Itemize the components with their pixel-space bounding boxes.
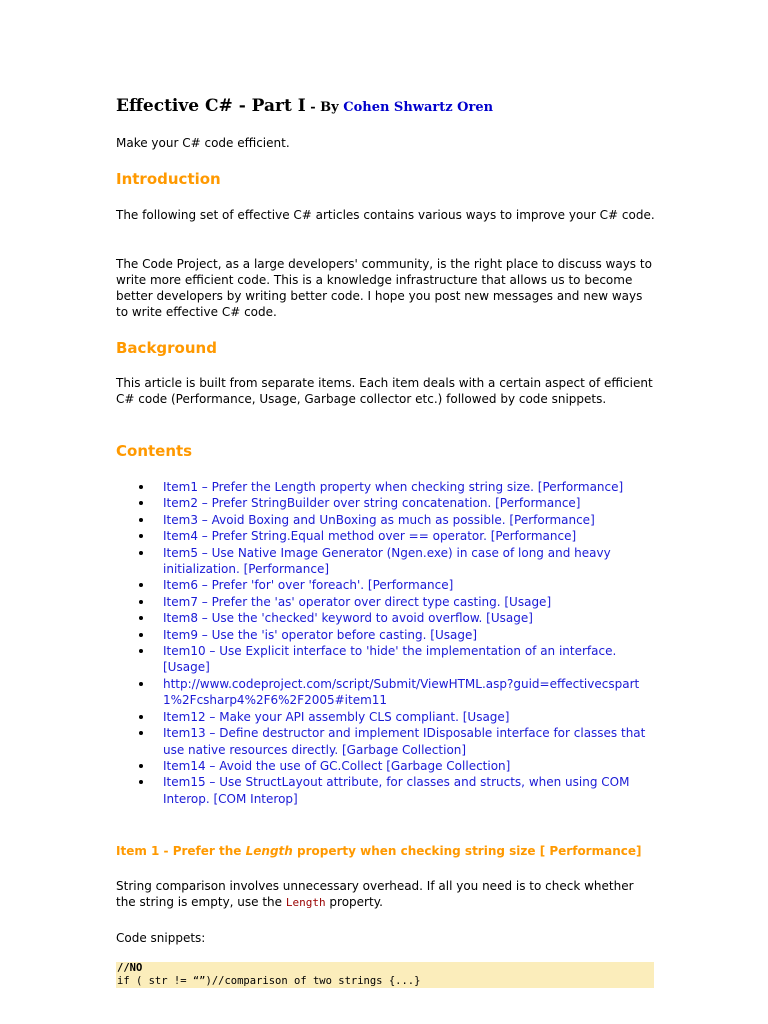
contents-list xyxy=(116,479,656,807)
background-heading: Background xyxy=(116,339,217,357)
contents-item-link[interactable]: Item7 – Prefer the 'as' operator over direct type casting. [Usage] xyxy=(116,594,656,610)
title-by: - By xyxy=(305,100,344,115)
contents-item-link[interactable]: Item10 – Use Explicit interface to 'hide' the implementation of an interface. [Usage] xyxy=(116,643,656,676)
contents-item-link[interactable]: Item4 – Prefer String.Equal method over == operator. [Performance] xyxy=(116,528,656,544)
title-main: Effective C# - Part I xyxy=(116,96,306,116)
bullet-icon xyxy=(139,534,143,538)
contents-item-link[interactable]: Item9 – Use the 'is' operator before casting. [Usage] xyxy=(116,627,656,643)
introduction-paragraph-1: The following set of effective C# articles contains various ways to improve your C# code. xyxy=(116,208,655,222)
contents-item-link[interactable]: Item12 – Make your API assembly CLS compliant. [Usage] xyxy=(116,709,656,725)
subtitle: Make your C# code efficient. xyxy=(116,136,290,150)
bullet-icon xyxy=(139,764,143,768)
introduction-heading: Introduction xyxy=(116,170,221,188)
bullet-icon xyxy=(139,616,143,620)
bullet-icon xyxy=(139,780,143,784)
code-line: //NO xyxy=(117,962,143,974)
bullet-icon xyxy=(139,600,143,604)
bullet-icon xyxy=(139,731,143,735)
bullet-icon xyxy=(139,715,143,719)
contents-item-link[interactable]: Item6 – Prefer 'for' over 'foreach'. [Performance] xyxy=(116,577,656,593)
bullet-icon xyxy=(139,485,143,489)
article-title xyxy=(116,96,493,116)
item1-paragraph: String comparison involves unnecessary overhead. If all you need is to check whether the string is empty, use the Length property. xyxy=(116,879,634,909)
author-link[interactable]: Cohen Shwartz Oren xyxy=(343,100,494,115)
bullet-icon xyxy=(139,649,143,653)
contents-item-link[interactable]: Item1 – Prefer the Length property when checking string size. [Performance] xyxy=(116,479,656,495)
contents-item-link[interactable]: http://www.codeproject.com/script/Submit/ViewHTML.asp?guid=effectivecspart1%2Fcsharp4%2F6%2F2005#item11 xyxy=(116,676,656,709)
code-line: if ( str != “”)//comparison of two strings {...} xyxy=(117,975,421,987)
contents-heading: Contents xyxy=(116,442,193,460)
code-block xyxy=(116,962,654,988)
code-snippets-label: Code snippets: xyxy=(116,931,206,945)
contents-item-link[interactable]: Item3 – Avoid Boxing and UnBoxing as much as possible. [Performance] xyxy=(116,512,656,528)
contents-item-link[interactable]: Item5 – Use Native Image Generator (Ngen.exe) in case of long and heavy initialization. [Performance] xyxy=(116,545,656,578)
contents-item-link[interactable]: Item14 – Avoid the use of GC.Collect [Garbage Collection] xyxy=(116,758,656,774)
contents-item-link[interactable]: Item2 – Prefer StringBuilder over string concatenation. [Performance] xyxy=(116,495,656,511)
contents-item-link[interactable]: Item8 – Use the 'checked' keyword to avoid overflow. [Usage] xyxy=(116,610,656,626)
bullet-icon xyxy=(139,518,143,522)
background-paragraph: This article is built from separate items. Each item deals with a certain aspect of efficient C# code (Performance, Usage, Garbage collector etc.) followed by code snippets. xyxy=(116,376,653,406)
introduction-paragraph-2: The Code Project, as a large developers' community, is the right place to discuss ways to write more efficient code. This is a knowledge infrastructure that allows us to become better developers by writing better code. I hope you post new messages and new ways to write effective C# code. xyxy=(116,257,652,319)
item1-heading: Item 1 - Prefer the Length property when checking string size [ Performance] xyxy=(116,844,642,858)
bullet-icon xyxy=(139,633,143,637)
bullet-icon xyxy=(139,682,143,686)
contents-item-link[interactable]: Item13 – Define destructor and implement IDisposable interface for classes that use native resources directly. [Garbage Collection] xyxy=(116,725,656,758)
contents-item-link[interactable]: Item15 – Use StructLayout attribute, for classes and structs, when using COM Interop. [COM Interop] xyxy=(116,774,656,807)
bullet-icon xyxy=(139,583,143,587)
inline-code: Length xyxy=(285,896,326,909)
bullet-icon xyxy=(139,501,143,505)
bullet-icon xyxy=(139,551,143,555)
